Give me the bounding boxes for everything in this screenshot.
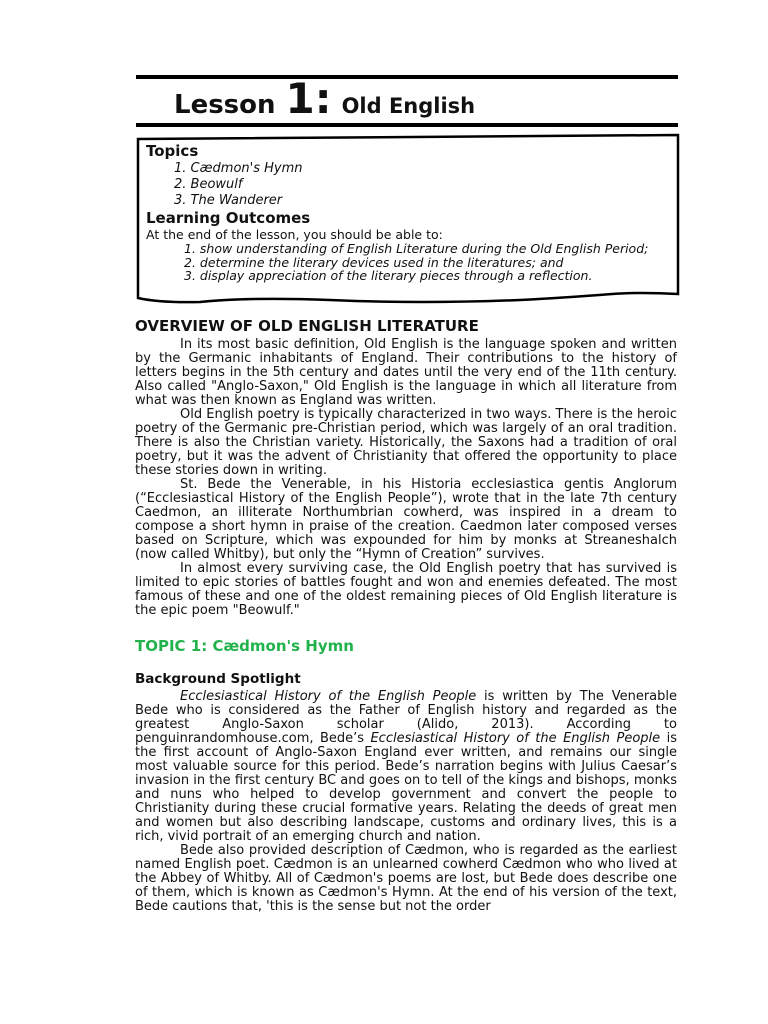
overview-paragraph: St. Bede the Venerable, in his Historia ecclesiastica gentis Anglorum (“Ecclesiastical History of the English People”), wrote that in the late 7th century Caedmon, an illiterate Northumbrian cowherd, was inspired in a dream to compose a short hymn in praise of the creation. Caedmon later composed verses based on Scripture, which was expounded for him by monks at Streaneshalch (now called Whitby), but only the “Hymn of Creation” survives. <box>135 477 677 562</box>
topics-heading: Topics <box>146 142 199 160</box>
topics-box <box>146 142 676 283</box>
outcome-item: 2. determine the literary devices used in the literatures; and <box>184 254 564 270</box>
overview-title: OVERVIEW OF OLD ENGLISH LITERATURE <box>135 317 479 335</box>
outcome-item: 3. display appreciation of the literary pieces through a reflection. <box>184 268 593 284</box>
background-spotlight-title: Background Spotlight <box>135 671 301 687</box>
lesson-colon: : <box>314 74 332 123</box>
lesson-word: Lesson <box>174 90 276 120</box>
topic-item: 2. Beowulf <box>174 177 243 192</box>
spotlight-text: is the first account of Anglo-Saxon England ever written, and remains our single most valuable source for this period. Bede’s narration begins with Julius Caesar’s invasion in the first century BC and goes on to tell of the kings and bishops, monks and nuns who helped to develop government and convert the people to Christianity during these crucial formative years. Relating the deeds of great men and women but also describing landscape, customs and ordinary lives, this is a rich, vivid portrait of an emerging church and nation. <box>135 731 677 844</box>
topic-item: 1. Cædmon's Hymn <box>174 161 303 176</box>
spotlight-paragraph <box>135 690 677 844</box>
outcome-item: 1. show understanding of English Literature during the Old English Period; <box>184 241 649 256</box>
topic1-title: TOPIC 1: Cædmon's Hymn <box>135 637 354 655</box>
topic-item: 3. The Wanderer <box>174 193 283 208</box>
overview-paragraph: Old English poetry is typically characterized in two ways. There is the heroic poetry of the Germanic pre-Christian period, which was largely of an oral tradition. There is also the Christian variety. Historically, the Saxons had a tradition of oral poetry, but it was the advent of Christianity that offered the opportunity to place these stories down in writing. <box>135 407 677 478</box>
outcomes-intro: At the end of the lesson, you should be able to: <box>146 227 443 242</box>
outcomes-heading: Learning Outcomes <box>146 209 311 227</box>
book-title-italic: Ecclesiastical History of the English People <box>180 689 477 704</box>
lesson-name: Old English <box>341 94 476 118</box>
spotlight-paragraph: Bede also provided description of Cædmon, who is regarded as the earliest named English poet. Cædmon is an unlearned cowherd Cædmon who who lived at the Abbey of Whitby. All of Cædmon's poems are lost, but Bede does describe one of them, which is known as Cædmon's Hymn. At the end of his version of the text, Bede cautions that, 'this is the sense but not the order <box>135 843 677 914</box>
book-title-italic: Ecclesiastical History of the English People <box>370 731 661 746</box>
overview-paragraph: In its most basic definition, Old English is the language spoken and written by the Germanic inhabitants of England. Their contributions to the history of letters begins in the 5th century and dates until the very end of the 11th century. Also called "Anglo-Saxon," Old English is the language in which all literature from what was then known as England was written. <box>135 337 677 408</box>
spotlight-text: is written by The Venerable Bede who is considered as the Father of English history and regarded as the greatest Anglo-Saxon scholar (Alido, 2013). According to penguinrandomhouse.com, Bede’s <box>135 689 677 746</box>
lesson-number: 1 <box>285 74 315 123</box>
overview-paragraph: In almost every surviving case, the Old English poetry that has survived is limited to epic stories of battles fought and won and enemies defeated. The most famous of these and one of the oldest remaining pieces of Old English literature is the epic poem "Beowulf." <box>135 561 677 618</box>
main-content <box>135 316 677 914</box>
